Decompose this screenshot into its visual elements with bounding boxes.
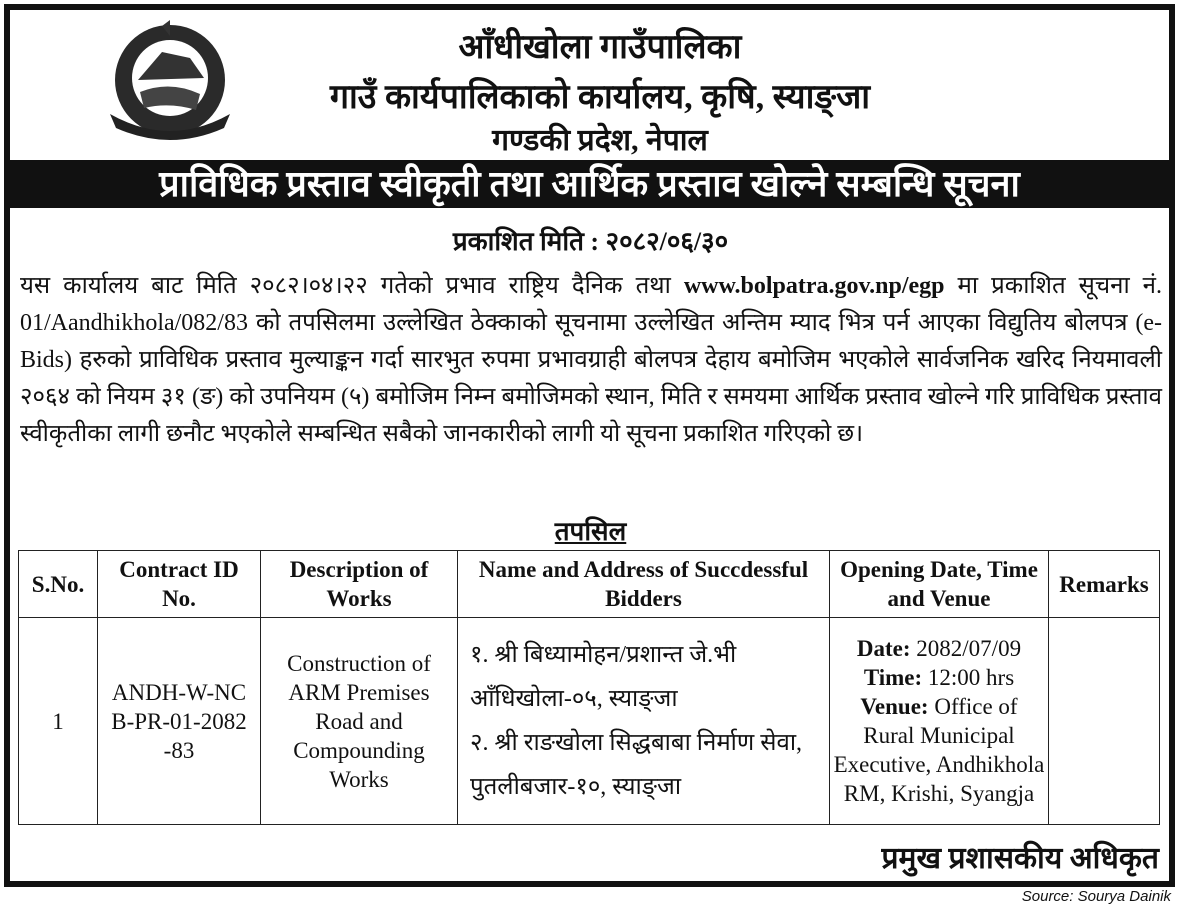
province-name: गण्डकी प्रदेश, नेपाल: [492, 124, 708, 157]
schedule-heading: तपसिल: [554, 517, 627, 546]
cell-bidders: [458, 618, 830, 825]
cell-contract-id: ANDH-W-NCB-PR-01-2082-83: [98, 618, 261, 825]
header-remarks: Remarks: [1049, 551, 1160, 618]
table-row: [19, 618, 1160, 825]
table-header-row: [19, 551, 1160, 618]
time-label: Time:: [863, 665, 923, 690]
cell-remarks: [1049, 618, 1160, 825]
published-date: प्रकाशित मिति : २०८२/०६/३०: [452, 227, 729, 256]
cell-sno: 1: [19, 618, 98, 825]
body-text-1: यस कार्यालय बाट मिति २०८२।०४।२२ गतेको प्रभाव राष्ट्रिय दैनिक तथा: [20, 273, 671, 299]
bolpatra-url: www.bolpatra.gov.np/egp: [683, 273, 945, 299]
header-contract-id: Contract ID No.: [98, 551, 261, 618]
header-sno: S.No.: [19, 551, 98, 618]
notice-body: [20, 268, 1162, 453]
bidder-2: २. श्री राङखोला सिद्धबाबा निर्माण सेवा, पुतलीबजार-१०, स्याङ्जा: [470, 730, 803, 800]
bidder-1: १. श्री बिध्यामोहन/प्रशान्त जे.भी आँधिखोला-०५, स्याङ्जा: [470, 642, 737, 712]
header-description: Description of Works: [261, 551, 458, 618]
cell-opening: [830, 618, 1049, 825]
notice-title: प्राविधिक प्रस्ताव स्वीकृती तथा आर्थिक प्रस्ताव खोल्ने सम्बन्धि सूचना: [10, 160, 1169, 208]
header-bidders: Name and Address of Succdessful Bidders: [458, 551, 830, 618]
bid-table: [18, 550, 1160, 825]
source-credit: Source: Sourya Dainik: [1021, 888, 1171, 905]
signature-title: प्रमुख प्रशासकीय अधिकृत: [881, 842, 1159, 875]
date-label: Date:: [856, 636, 911, 661]
office-name: गाउँ कार्यपालिकाको कार्यालय, कृषि, स्याङ्जा: [329, 79, 871, 116]
cell-description: Construction of ARM Premises Road and Compounding Works: [261, 618, 458, 825]
opening-time: 12:00 hrs: [927, 665, 1015, 690]
nepal-emblem-logo: [100, 18, 240, 143]
municipality-name: आँधीखोला गाउँपालिका: [458, 29, 742, 66]
body-text-2: मा प्रकाशित सूचना नं. 01/Aandhikhola/082/83 को तपसिलमा उल्लेखित ठेक्काको सूचनामा उल्लेखित अन्तिम म्याद भित्र पर्न आएका विद्युतिय बोलपत्र (e-Bids) हरुको प्राविधिक प्रस्ताव मुल्याङ्कन गर्दा सारभुत रुपमा प्रभावग्राही बोलपत्र देहाय बमोजिम भएकोले सार्वजनिक खरिद नियमावली २०६४ को नियम ३१ (ङ) को उपनियम (५) बमोजिम निम्न बमोजिमको स्थान, मिति र समयमा आर्थिक प्रस्ताव खोल्ने गरि प्राविधिक प्रस्ताव स्वीकृतीका लागी छनौट भएकोले सम्बन्धित सबैको जानकारीको लागी यो सूचना प्रकाशित गरिएको छ।: [20, 273, 1162, 447]
opening-venue: Office of Rural Municipal Executive, Andhikhola RM, Krishi, Syangja: [833, 694, 1045, 806]
opening-date: 2082/07/09: [916, 636, 1022, 661]
header-opening: Opening Date, Time and Venue: [830, 551, 1049, 618]
venue-label: Venue:: [860, 694, 929, 719]
